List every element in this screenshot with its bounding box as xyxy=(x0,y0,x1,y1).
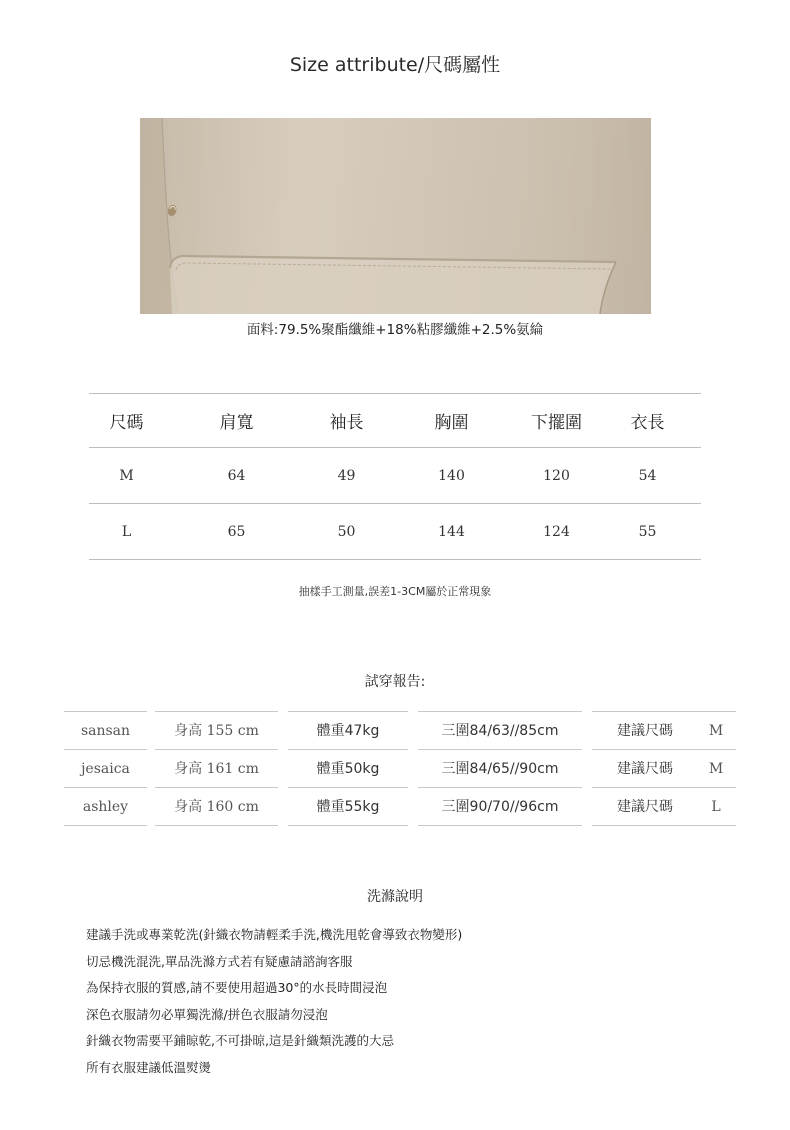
header-chest: 胸圍 xyxy=(384,394,519,448)
table-row xyxy=(89,504,701,560)
tryon-size: L xyxy=(696,788,736,826)
list-item: 切忌機洗混洗,單品洗滌方式若有疑慮請諮詢客服 xyxy=(86,953,353,969)
tryon-size: M xyxy=(696,712,736,750)
table-cell: 55 xyxy=(594,504,701,560)
tryon-name: ashley xyxy=(64,788,147,826)
table-cell: 54 xyxy=(594,448,701,504)
table-cell: 65 xyxy=(164,504,309,560)
table-cell: 120 xyxy=(519,448,594,504)
tryon-measurements: 三圍84/65//90cm xyxy=(418,750,582,788)
table-cell: L xyxy=(89,504,164,560)
header-size: 尺碼 xyxy=(89,394,164,448)
tryon-row xyxy=(64,712,726,750)
washing-title: 洗滌說明 xyxy=(367,889,423,905)
table-cell: 124 xyxy=(519,504,594,560)
table-cell: 140 xyxy=(384,448,519,504)
fabric-composition: 面料:79.5%聚酯纖維+18%粘膠纖維+2.5%氨綸 xyxy=(246,322,544,338)
tryon-measurements: 三圍90/70//96cm xyxy=(418,788,582,826)
table-cell: 50 xyxy=(309,504,384,560)
table-cell: M xyxy=(89,448,164,504)
tryon-height: 身高 155 cm xyxy=(155,712,278,750)
tryon-title: 試穿報告: xyxy=(364,674,426,690)
table-cell: 49 xyxy=(309,448,384,504)
tryon-suggest-label: 建議尺碼 xyxy=(592,750,698,788)
tryon-height: 身高 160 cm xyxy=(155,788,278,826)
list-item: 建議手洗或專業乾洗(針織衣物請輕柔手洗,機洗甩乾會導致衣物變形) xyxy=(86,927,463,942)
table-row xyxy=(89,448,701,504)
list-item: 深色衣服請勿必單獨洗滌/拼色衣服請勿浸泡 xyxy=(86,1006,328,1022)
tryon-row xyxy=(64,788,726,826)
list-item: 為保持衣服的質感,請不要使用超過30°的水長時間浸泡 xyxy=(86,980,388,995)
tryon-weight: 體重55kg xyxy=(288,788,408,826)
list-item: 所有衣服建議低溫熨燙 xyxy=(86,1059,212,1075)
header-length: 衣長 xyxy=(594,394,701,448)
header-hem: 下擺圍 xyxy=(519,394,594,448)
tryon-name: jesaica xyxy=(64,750,147,788)
size-chart-table xyxy=(89,393,701,560)
header-shoulder: 肩寬 xyxy=(164,394,309,448)
tryon-suggest-label: 建議尺碼 xyxy=(592,712,698,750)
list-item: 針織衣物需要平鋪晾乾,不可掛晾,這是針織類洗護的大忌 xyxy=(86,1033,394,1048)
tryon-measurements: 三圍84/63//85cm xyxy=(418,712,582,750)
measurement-note: 抽樣手工測量,誤差1-3CM屬於正常現象 xyxy=(298,585,492,598)
tryon-weight: 體重50kg xyxy=(288,750,408,788)
table-cell: 144 xyxy=(384,504,519,560)
fabric-closeup-photo xyxy=(140,118,651,314)
header-sleeve: 袖長 xyxy=(309,394,384,448)
tryon-weight: 體重47kg xyxy=(288,712,408,750)
size-chart-header-row xyxy=(89,394,701,448)
tryon-row xyxy=(64,750,726,788)
fabric-photo-drawing xyxy=(140,118,651,314)
tryon-name: sansan xyxy=(64,712,147,750)
tryon-suggest-label: 建議尺碼 xyxy=(592,788,698,826)
tryon-size: M xyxy=(696,750,736,788)
washing-instructions-list xyxy=(86,926,462,1085)
tryon-height: 身高 161 cm xyxy=(155,750,278,788)
page-title: Size attribute/尺碼屬性 xyxy=(289,54,501,76)
table-cell: 64 xyxy=(164,448,309,504)
